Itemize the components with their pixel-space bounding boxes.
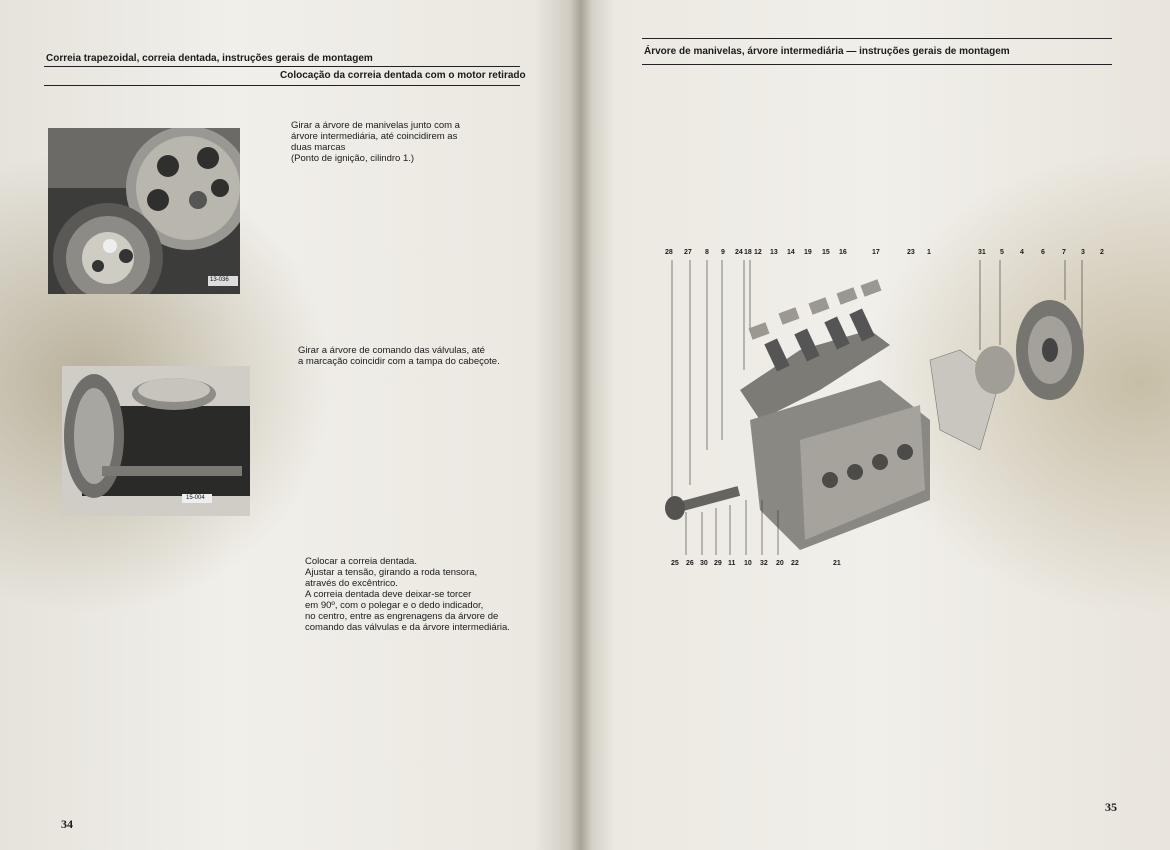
label-22: 22	[791, 560, 799, 567]
right-header-rule-top	[642, 38, 1112, 39]
label-32: 32	[760, 560, 768, 567]
right-header-title: Árvore de manivelas, árvore intermediária — instruções gerais de montagem	[644, 46, 1010, 57]
left-header-title: Correia trapezoidal, correia dentada, instruções gerais de montagem	[46, 53, 373, 64]
label-26: 26	[686, 560, 694, 567]
label-2: 2	[1100, 249, 1104, 256]
label-24: 24	[735, 249, 743, 256]
book-gutter	[570, 0, 592, 850]
label-28: 28	[665, 249, 673, 256]
photo2-code: 15-004	[186, 495, 205, 501]
label-15: 15	[822, 249, 830, 256]
label-10: 10	[744, 560, 752, 567]
left-page-number: 34	[61, 817, 73, 831]
label-5: 5	[1000, 249, 1004, 256]
label-31: 31	[978, 249, 986, 256]
label-21: 21	[833, 560, 841, 567]
label-20: 20	[776, 560, 784, 567]
left-header-subtitle: Colocação da correia dentada com o motor retirado	[280, 70, 526, 81]
label-19: 19	[804, 249, 812, 256]
right-page	[580, 0, 1170, 850]
label-9: 9	[721, 249, 725, 256]
left-header-rule-bottom	[44, 85, 520, 86]
label-27: 27	[684, 249, 692, 256]
step2-text: Girar a árvore de comando das válvulas, até a marcação coincidir com a tampa do cabeçote.	[298, 345, 500, 367]
label-25: 25	[671, 560, 679, 567]
label-17: 17	[872, 249, 880, 256]
photo-crankshaft-pulleys	[48, 128, 240, 294]
label-3: 3	[1081, 249, 1085, 256]
label-16: 16	[839, 249, 847, 256]
photo1-code: 13-036	[210, 277, 229, 283]
left-page	[0, 0, 580, 850]
step1-text: Girar a árvore de manivelas junto com a árvore intermediária, até coincidirem as duas marcas (Ponto de ignição, cilindro 1.)	[291, 120, 460, 164]
label-29: 29	[714, 560, 722, 567]
label-7: 7	[1062, 249, 1066, 256]
label-14: 14	[787, 249, 795, 256]
step3-text: Colocar a correia dentada. Ajustar a tensão, girando a roda tensora, através do excêntrico. A correia dentada deve deixar-se torcer em 90º, com o polegar e o dedo indicador, no centro, entre as engrenagens da árvore de comando das válvulas e da árvore intermediária.	[305, 556, 510, 633]
label-30: 30	[700, 560, 708, 567]
label-1: 1	[927, 249, 931, 256]
right-page-number: 35	[1105, 800, 1117, 814]
photo-camshaft-gear	[62, 366, 250, 516]
label-4: 4	[1020, 249, 1024, 256]
engine-exploded-diagram	[650, 250, 1120, 570]
label-12: 12	[754, 249, 762, 256]
label-8: 8	[705, 249, 709, 256]
label-18: 18	[744, 249, 752, 256]
label-6: 6	[1041, 249, 1045, 256]
right-header-rule-bottom	[642, 64, 1112, 65]
camshaft-illustration	[62, 366, 250, 516]
pulleys-illustration	[48, 128, 240, 294]
left-header-rule-top	[44, 66, 520, 67]
label-13: 13	[770, 249, 778, 256]
label-11: 11	[728, 560, 736, 567]
label-23: 23	[907, 249, 915, 256]
